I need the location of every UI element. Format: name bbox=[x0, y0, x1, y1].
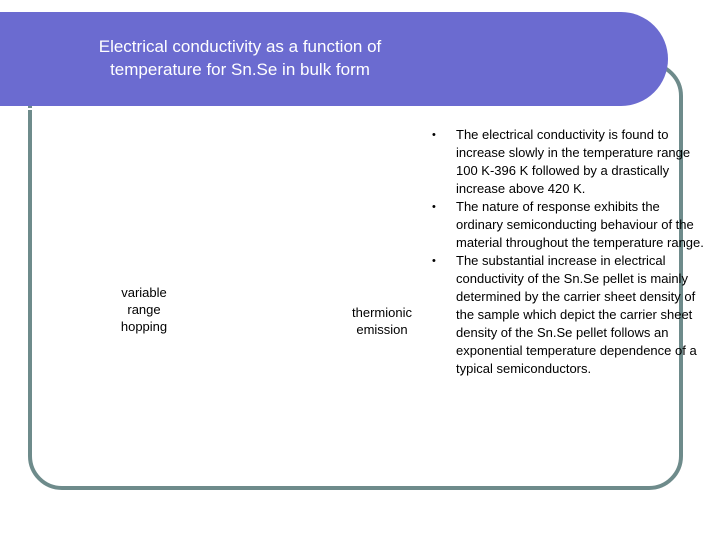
variable-range-hopping-label bbox=[104, 284, 184, 335]
slide-title bbox=[40, 35, 440, 81]
te-label-line-2: emission bbox=[356, 322, 408, 337]
bullet-text: The nature of response exhibits the ordinary semiconducting behaviour of the material throughout the temperature range. bbox=[456, 199, 704, 250]
bullet-list bbox=[430, 126, 710, 378]
vrh-label-line-1: variable bbox=[121, 285, 167, 300]
vrh-label-line-3: hopping bbox=[120, 319, 168, 334]
bullet-icon: • bbox=[432, 255, 436, 267]
bullet-text: The substantial increase in electrical conductivity of the Sn.Se pellet is mainly determined by the carrier sheet density of the sample which depict the carrier sheet density of the Sn.Se pellet follows an exponential temperature dependence of a typical semiconductors. bbox=[456, 253, 697, 376]
bullet-item bbox=[430, 126, 710, 198]
slide-title-line-1: Electrical conductivity as a function of bbox=[98, 37, 382, 56]
bullet-item bbox=[430, 252, 710, 378]
bullet-text: The electrical conductivity is found to increase slowly in the temperature range 100 K-396 K followed by a drastically increase above 420 K. bbox=[456, 127, 691, 196]
vrh-label-line-2: range bbox=[127, 302, 161, 317]
thermionic-emission-label bbox=[332, 304, 432, 338]
banner-underline bbox=[0, 108, 640, 110]
bullet-icon: • bbox=[432, 201, 436, 213]
bullet-icon: • bbox=[432, 129, 436, 141]
bullet-item bbox=[430, 198, 710, 252]
slide-title-line-2: temperature for Sn.Se in bulk form bbox=[110, 60, 370, 79]
te-label-line-1: thermionic bbox=[352, 305, 412, 320]
